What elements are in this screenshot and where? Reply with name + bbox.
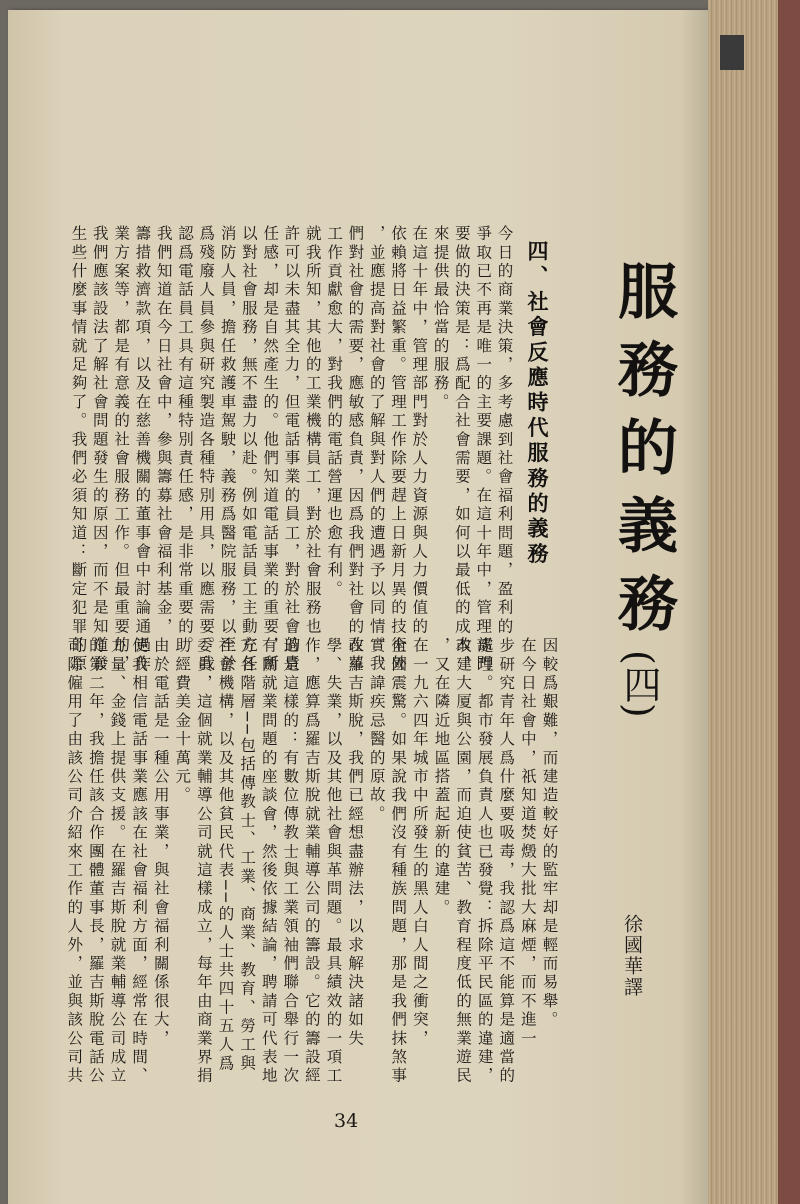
text-column: 在羅吉斯脫，我們已經想盡辦法，以求解決諸如失	[346, 637, 365, 1049]
text-column: 的第二年，我擔任該合作團體董事長，羅吉斯脫電話公	[86, 637, 105, 1086]
text-column: 有關就業問題的座談會，然後依據結論，聘請可代表地	[259, 637, 278, 1086]
page-tab-marker	[720, 35, 744, 70]
text-column: 力量、金錢上提供支援。在羅吉斯脫就業輔導公司成立	[108, 637, 127, 1086]
text-column: 在這十年中，管理部門對於人力資源與人力價值的	[410, 225, 429, 637]
text-column: ，並應提高對社會的了解與對人們的遭遇予以同情。我	[367, 225, 386, 674]
text-column: 就我所知，其他的工業機構員工，對於社會服務也	[303, 225, 322, 637]
text-column: 委員，這個就業輔導公司就這樣成立，每年由商業界捐	[194, 637, 213, 1086]
translator-credit: 徐國華譯	[621, 914, 643, 998]
text-column: 我們知道在今日社會中，參與籌募社會福利基金，	[154, 225, 173, 637]
text-column: 過是這樣的：有數位傳教士與工業領袖們聯合舉行一次	[281, 637, 300, 1086]
text-column: 處理。都市發展負責人也已發覺：拆除平民區的違建，	[475, 637, 494, 1086]
text-column: 生些什麼事情就足夠了。我們必須知道：斷定犯罪的原	[69, 225, 88, 674]
book-cover-edge	[778, 0, 800, 1204]
text-column: 來提供最恰當的服務。	[431, 225, 450, 412]
text-column: 司除僱用了由該公司介紹來工作的人外，並與該公司共	[65, 637, 84, 1086]
text-column: 爲殘廢人員參與研究製造各種特別用具，以應需要。我	[197, 225, 216, 674]
page-number: 34	[334, 1110, 359, 1132]
text-column: 學、失業，以及其他社會與革問題。最具績效的一項工	[324, 637, 343, 1086]
text-column: 許可以未盡其全力，但電話事業的員工，對於社會的責	[282, 225, 301, 674]
text-column: 工作貢獻愈大，對我們的電話營運也愈有利。	[325, 225, 344, 599]
article-title: 服務的義務	[608, 260, 678, 650]
text-column: ，又在隣近地區搭蓋起新的違建。	[432, 637, 451, 918]
text-column: 要做的決策是：爲配合社會需要，如何以最低的成本，	[452, 225, 471, 674]
text-column: 因較爲艱難，而建造較好的監牢却是輕而易舉。	[540, 637, 559, 1030]
text-column: 業方案等，都是有意義的社會服務工作。但最重要的，	[112, 225, 131, 674]
text-column: 使我相信電話事業應該在社會福利方面，經常在時間、	[130, 637, 149, 1086]
text-column: 依賴將日益繁重。管理工作除要趕上日新月異的技術外	[389, 225, 407, 674]
text-column: 助經費美金十萬元。	[173, 637, 192, 806]
text-column: 籌措救濟款項，以及在慈善機關的董事會中討論通過作	[133, 225, 152, 674]
text-column: 們對社會的需要，應敏感負責，因爲我們對社會的改革	[346, 225, 365, 674]
book-page-edges	[708, 0, 778, 1204]
text-column: 以對社會服務，無不盡力以赴。例如電話員工主動充任	[239, 225, 258, 674]
text-column: 認爲電話員工具有這種特別責任感，是非常重要的。	[176, 225, 194, 656]
section-heading: 四、社會反應時代服務的義務	[525, 240, 550, 568]
text-column: 爭取已不再是唯一的主要課題。在這十年中，管理部門	[474, 225, 493, 674]
text-column: 全國震驚。如果說我們沒有種族問題，那是我們抹煞事	[389, 637, 408, 1086]
text-column: 任感，却是自然產生的。他們知道電話事業的重要，所	[261, 225, 280, 674]
text-column: 實，諱疾忌醫的原故。	[367, 637, 386, 824]
text-column: 我們應該設法了解社會問題發生的原因，而不是知道發	[90, 225, 109, 674]
text-column: 步研究青年人爲什麼要吸毒，我認爲這不能算是適當的	[497, 637, 516, 1086]
text-column: 在一九六四年城市中所發生的黑人白人間之衝突，	[410, 637, 429, 1049]
text-column: 消防人員，擔任救護車駕駛，義務爲醫院服務，以至於	[218, 225, 237, 674]
article-title-number: (四)	[617, 650, 661, 718]
text-column: 改建大厦與公園，而迫使貧苦、教育程度低的無業遊民	[454, 637, 473, 1086]
text-column: 由於電話是一種公用事業，與社會福利關係很大，	[151, 637, 170, 1049]
text-column: 方各階層──包括傳教士、工業、商業、教育、勞工與	[238, 637, 257, 1074]
text-column: 社會機構，以及其他貧民代表──的人士共四十五人爲	[216, 637, 235, 1074]
text-column: 作，應算爲羅吉斯脫就業輔導公司的籌設。它的籌設經	[302, 637, 321, 1086]
text-column: 今日的商業決策，多考慮到社會福利問題，盈利的	[495, 225, 514, 637]
text-column: 在今日社會中，祇知道焚燬大批大麻煙，而不進一	[518, 637, 537, 1049]
